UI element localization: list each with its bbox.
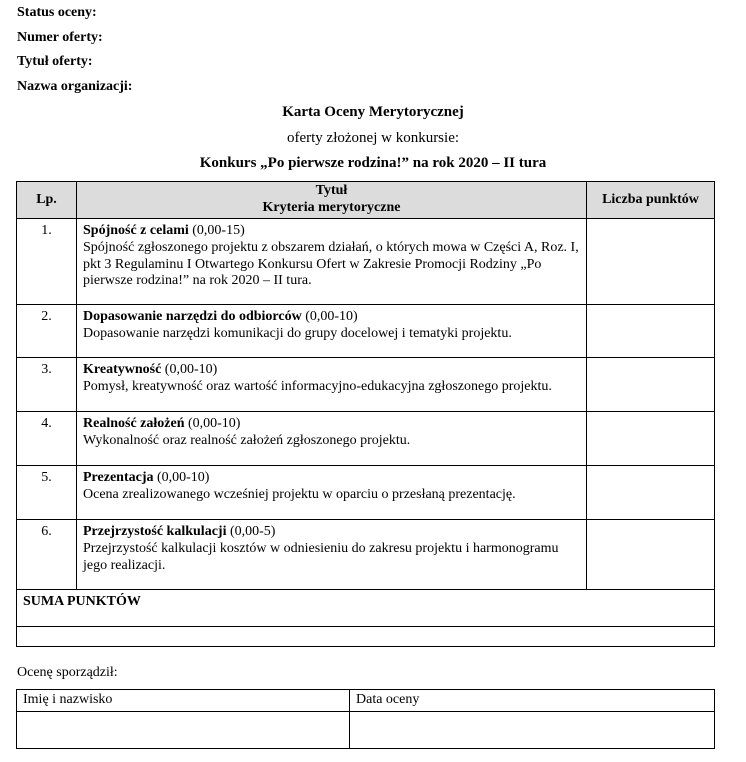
criterion-range: (0,00-10)	[301, 309, 358, 324]
sum-value-row	[17, 627, 715, 647]
offer-number-label: Numer oferty:	[17, 30, 103, 45]
criterion-range: (0,00-5)	[226, 524, 276, 539]
table-row	[17, 412, 715, 466]
criterion-range: (0,00-15)	[188, 223, 245, 238]
name-cell[interactable]	[17, 711, 350, 748]
table-row	[17, 466, 715, 520]
criterion-cell	[77, 412, 587, 466]
column-header-points: Liczba punktów	[587, 182, 715, 219]
document-subtitle: oferty złożonej w konkursie:	[286, 130, 460, 146]
criterion-cell	[77, 358, 587, 412]
signature-header-row	[17, 690, 715, 712]
row-number: 1.	[17, 219, 77, 305]
name-column-header: Imię i nazwisko	[17, 690, 350, 712]
criterion-name: Prezentacja	[83, 470, 154, 485]
criterion-name: Spójność z celami	[83, 223, 189, 238]
row-number: 4.	[17, 412, 77, 466]
prepared-by-label: Ocenę sporządził:	[17, 665, 118, 680]
column-header-title-line1: Tytuł	[315, 183, 348, 199]
criterion-cell	[77, 466, 587, 520]
criterion-range: (0,00-10)	[184, 416, 241, 431]
document-title: Karta Oceny Merytorycznej	[282, 104, 464, 120]
points-cell[interactable]	[587, 520, 715, 590]
criterion-cell	[77, 305, 587, 358]
criterion-description: Dopasowanie narzędzi komunikacji do grupy docelowej i tematyki projektu.	[83, 325, 512, 341]
criterion-name: Kreatywność	[83, 362, 162, 377]
criterion-description: Wykonalność oraz realność założeń zgłoszonego projektu.	[83, 432, 411, 448]
criterion-description: Przejrzystość kalkulacji kosztów w odniesieniu do zakresu projektu i harmonogramu jego realizacji.	[83, 540, 559, 573]
points-cell[interactable]	[587, 305, 715, 358]
column-header-lp: Lp.	[17, 182, 77, 219]
criterion-description: Pomysł, kreatywność oraz wartość informacyjno-edukacyjna zgłoszonego projektu.	[83, 378, 552, 394]
criterion-description: Spójność zgłoszonego projektu z obszarem działań, o których mowa w Części A, Roz. I, pkt 3 Regulaminu I Otwartego Konkursu Ofert w Zakresie Promocji Rodziny „Po pierwsze rodzina!” na rok 2020 – II tura.	[83, 239, 579, 289]
criterion-range: (0,00-10)	[161, 362, 218, 377]
table-row	[17, 305, 715, 358]
column-header-title-line2: Kryteria merytoryczne	[262, 200, 401, 215]
table-row	[17, 219, 715, 305]
table-header-row	[17, 182, 715, 219]
column-header-title	[77, 182, 587, 219]
criterion-name: Przejrzystość kalkulacji	[83, 524, 227, 539]
criterion-name: Realność założeń	[83, 416, 185, 431]
points-cell[interactable]	[587, 219, 715, 305]
sum-row	[17, 590, 715, 627]
criterion-name: Dopasowanie narzędzi do odbiorców	[83, 309, 302, 324]
row-number: 6.	[17, 520, 77, 590]
criteria-table	[16, 181, 715, 647]
signature-value-row	[17, 711, 715, 748]
offer-title-label: Tytuł oferty:	[17, 54, 93, 69]
status-label: Status oceny:	[17, 5, 97, 20]
criterion-description: Ocena zrealizowanego wcześniej projektu w oparciu o przesłaną prezentację.	[83, 486, 516, 502]
contest-name: Konkurs „Po pierwsze rodzina!” na rok 2020 – II tura	[199, 155, 547, 171]
row-number: 3.	[17, 358, 77, 412]
points-cell[interactable]	[587, 466, 715, 520]
row-number: 5.	[17, 466, 77, 520]
table-row	[17, 358, 715, 412]
points-cell[interactable]	[587, 412, 715, 466]
sum-value-cell[interactable]	[17, 627, 715, 647]
organization-label: Nazwa organizacji:	[17, 79, 133, 94]
criterion-cell	[77, 219, 587, 305]
date-column-header: Data oceny	[350, 690, 715, 712]
date-cell[interactable]	[350, 711, 715, 748]
criterion-range: (0,00-10)	[153, 470, 210, 485]
signature-table	[16, 689, 715, 749]
table-row	[17, 520, 715, 590]
criterion-cell	[77, 520, 587, 590]
sum-label: SUMA PUNKTÓW	[17, 590, 715, 627]
row-number: 2.	[17, 305, 77, 358]
points-cell[interactable]	[587, 358, 715, 412]
